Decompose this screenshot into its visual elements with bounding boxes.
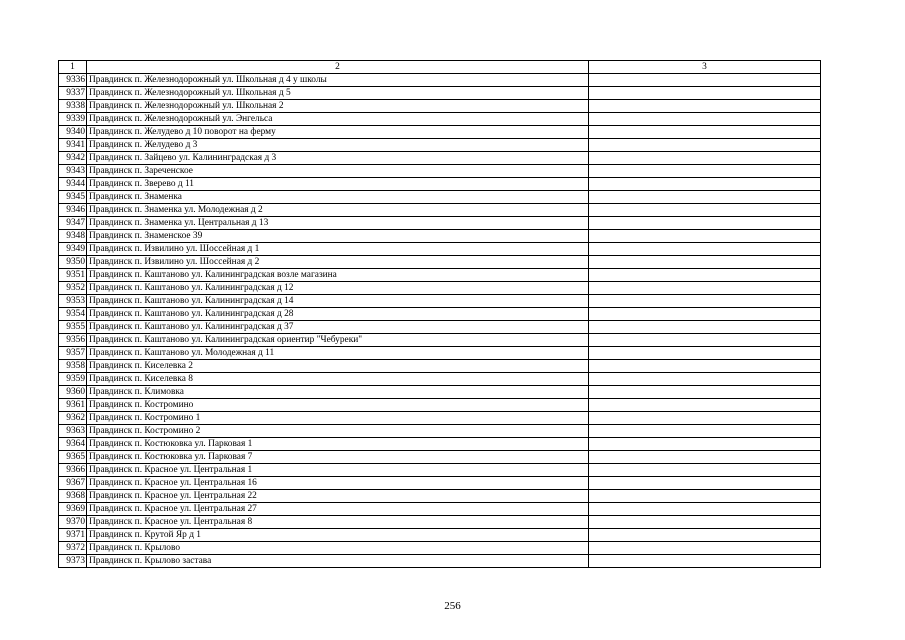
value-cell — [589, 152, 821, 165]
table-row — [59, 438, 821, 451]
address-cell: Правдинск п. Извилино ул. Шоссейная д 1 — [87, 243, 589, 256]
value-cell — [589, 399, 821, 412]
address-cell: Правдинск п. Крылово — [87, 542, 589, 555]
row-number-cell: 9357 — [59, 347, 87, 360]
row-number-cell: 9371 — [59, 529, 87, 542]
row-number-cell: 9368 — [59, 490, 87, 503]
row-number-cell: 9361 — [59, 399, 87, 412]
address-cell: Правдинск п. Знаменка ул. Центральная д 13 — [87, 217, 589, 230]
row-number-cell: 9353 — [59, 295, 87, 308]
row-number-cell: 9365 — [59, 451, 87, 464]
value-cell — [589, 217, 821, 230]
row-number-cell: 9346 — [59, 204, 87, 217]
value-cell — [589, 295, 821, 308]
address-cell: Правдинск п. Крутой Яр д 1 — [87, 529, 589, 542]
address-cell: Правдинск п. Костюковка ул. Парковая 1 — [87, 438, 589, 451]
address-cell: Правдинск п. Красное ул. Центральная 27 — [87, 503, 589, 516]
value-cell — [589, 243, 821, 256]
table-row — [59, 399, 821, 412]
value-cell — [589, 503, 821, 516]
value-cell — [589, 334, 821, 347]
row-number-cell: 9356 — [59, 334, 87, 347]
row-number-cell: 9355 — [59, 321, 87, 334]
value-cell — [589, 191, 821, 204]
address-cell: Правдинск п. Каштаново ул. Калининградская д 37 — [87, 321, 589, 334]
row-number-cell: 9336 — [59, 74, 87, 87]
row-number-cell: 9341 — [59, 139, 87, 152]
row-number-cell: 9366 — [59, 464, 87, 477]
address-cell: Правдинск п. Знаменское 39 — [87, 230, 589, 243]
row-number-cell: 9354 — [59, 308, 87, 321]
table-row — [59, 87, 821, 100]
row-number-cell: 9363 — [59, 425, 87, 438]
row-number-cell: 9364 — [59, 438, 87, 451]
address-cell: Правдинск п. Красное ул. Центральная 1 — [87, 464, 589, 477]
value-cell — [589, 412, 821, 425]
address-cell: Правдинск п. Каштаново ул. Молодежная д 11 — [87, 347, 589, 360]
row-number-cell: 9347 — [59, 217, 87, 230]
table-row — [59, 412, 821, 425]
address-cell: Правдинск п. Извилино ул. Шоссейная д 2 — [87, 256, 589, 269]
table-row — [59, 230, 821, 243]
row-number-cell: 9342 — [59, 152, 87, 165]
table-row — [59, 347, 821, 360]
row-number-cell: 9339 — [59, 113, 87, 126]
row-number-cell: 9373 — [59, 555, 87, 568]
table-row — [59, 373, 821, 386]
value-cell — [589, 555, 821, 568]
value-cell — [589, 386, 821, 399]
value-cell — [589, 360, 821, 373]
value-cell — [589, 74, 821, 87]
table-row — [59, 516, 821, 529]
value-cell — [589, 321, 821, 334]
value-cell — [589, 256, 821, 269]
address-cell: Правдинск п. Зареченское — [87, 165, 589, 178]
row-number-cell: 9348 — [59, 230, 87, 243]
table-row — [59, 360, 821, 373]
address-cell: Правдинск п. Костюковка ул. Парковая 7 — [87, 451, 589, 464]
value-cell — [589, 373, 821, 386]
address-cell: Правдинск п. Желудево д 10 поворот на ферму — [87, 126, 589, 139]
row-number-cell: 9343 — [59, 165, 87, 178]
table-row — [59, 152, 821, 165]
table-row — [59, 503, 821, 516]
value-cell — [589, 542, 821, 555]
row-number-cell: 9369 — [59, 503, 87, 516]
table-row — [59, 243, 821, 256]
row-number-cell: 9352 — [59, 282, 87, 295]
table-row — [59, 529, 821, 542]
address-cell: Правдинск п. Зайцево ул. Калининградская д 3 — [87, 152, 589, 165]
header-col-1: 1 — [59, 61, 87, 74]
value-cell — [589, 204, 821, 217]
row-number-cell: 9350 — [59, 256, 87, 269]
address-cell: Правдинск п. Киселевка 8 — [87, 373, 589, 386]
address-cell: Правдинск п. Каштаново ул. Калининградская д 12 — [87, 282, 589, 295]
value-cell — [589, 438, 821, 451]
address-cell: Правдинск п. Железнодорожный ул. Школьная д 5 — [87, 87, 589, 100]
table-row — [59, 100, 821, 113]
page-number: 256 — [444, 600, 461, 612]
address-cell: Правдинск п. Каштаново ул. Калининградская д 28 — [87, 308, 589, 321]
table-row — [59, 139, 821, 152]
table-row — [59, 542, 821, 555]
address-cell: Правдинск п. Красное ул. Центральная 16 — [87, 477, 589, 490]
row-number-cell: 9370 — [59, 516, 87, 529]
value-cell — [589, 165, 821, 178]
row-number-cell: 9358 — [59, 360, 87, 373]
row-number-cell: 9345 — [59, 191, 87, 204]
row-number-cell: 9367 — [59, 477, 87, 490]
value-cell — [589, 113, 821, 126]
row-number-cell: 9359 — [59, 373, 87, 386]
address-cell: Правдинск п. Знаменка — [87, 191, 589, 204]
table-row — [59, 308, 821, 321]
table-row — [59, 321, 821, 334]
table-row — [59, 334, 821, 347]
header-row — [59, 61, 821, 74]
address-cell: Правдинск п. Железнодорожный ул. Энгельса — [87, 113, 589, 126]
table-row — [59, 178, 821, 191]
row-number-cell: 9351 — [59, 269, 87, 282]
value-cell — [589, 282, 821, 295]
value-cell — [589, 100, 821, 113]
table-row — [59, 425, 821, 438]
value-cell — [589, 126, 821, 139]
value-cell — [589, 269, 821, 282]
value-cell — [589, 87, 821, 100]
address-cell: Правдинск п. Каштаново ул. Калининградская возле магазина — [87, 269, 589, 282]
table-row — [59, 464, 821, 477]
table-row — [59, 282, 821, 295]
value-cell — [589, 308, 821, 321]
row-number-cell: 9360 — [59, 386, 87, 399]
table-row — [59, 113, 821, 126]
address-cell: Правдинск п. Красное ул. Центральная 8 — [87, 516, 589, 529]
table-row — [59, 295, 821, 308]
header-col-2: 2 — [87, 61, 589, 74]
value-cell — [589, 464, 821, 477]
table-row — [59, 191, 821, 204]
table-row — [59, 74, 821, 87]
table-row — [59, 386, 821, 399]
address-cell: Правдинск п. Знаменка ул. Молодежная д 2 — [87, 204, 589, 217]
value-cell — [589, 477, 821, 490]
value-cell — [589, 230, 821, 243]
row-number-cell: 9362 — [59, 412, 87, 425]
address-table — [58, 60, 821, 568]
address-cell: Правдинск п. Красное ул. Центральная 22 — [87, 490, 589, 503]
table-row — [59, 217, 821, 230]
table-row — [59, 165, 821, 178]
value-cell — [589, 490, 821, 503]
table-row — [59, 256, 821, 269]
row-number-cell: 9340 — [59, 126, 87, 139]
value-cell — [589, 139, 821, 152]
row-number-cell: 9338 — [59, 100, 87, 113]
table-row — [59, 451, 821, 464]
address-cell: Правдинск п. Каштаново ул. Калининградская д 14 — [87, 295, 589, 308]
address-cell: Правдинск п. Климовка — [87, 386, 589, 399]
table-row — [59, 555, 821, 568]
table-row — [59, 204, 821, 217]
table-body — [59, 74, 821, 568]
value-cell — [589, 178, 821, 191]
table-row — [59, 490, 821, 503]
table-row — [59, 477, 821, 490]
table-header — [59, 61, 821, 74]
address-cell: Правдинск п. Железнодорожный ул. Школьная д 4 у школы — [87, 74, 589, 87]
address-cell: Правдинск п. Киселевка 2 — [87, 360, 589, 373]
value-cell — [589, 425, 821, 438]
address-cell: Правдинск п. Костромино 1 — [87, 412, 589, 425]
table-row — [59, 269, 821, 282]
row-number-cell: 9344 — [59, 178, 87, 191]
row-number-cell: 9337 — [59, 87, 87, 100]
value-cell — [589, 451, 821, 464]
address-cell: Правдинск п. Костромино 2 — [87, 425, 589, 438]
header-col-3: 3 — [589, 61, 821, 74]
row-number-cell: 9372 — [59, 542, 87, 555]
row-number-cell: 9349 — [59, 243, 87, 256]
address-cell: Правдинск п. Каштаново ул. Калининградская ориентир "Чебуреки" — [87, 334, 589, 347]
value-cell — [589, 347, 821, 360]
address-cell: Правдинск п. Железнодорожный ул. Школьная 2 — [87, 100, 589, 113]
value-cell — [589, 529, 821, 542]
address-cell: Правдинск п. Костромино — [87, 399, 589, 412]
address-cell: Правдинск п. Зверево д 11 — [87, 178, 589, 191]
table-row — [59, 126, 821, 139]
address-cell: Правдинск п. Крылово застава — [87, 555, 589, 568]
value-cell — [589, 516, 821, 529]
address-cell: Правдинск п. Желудево д 3 — [87, 139, 589, 152]
